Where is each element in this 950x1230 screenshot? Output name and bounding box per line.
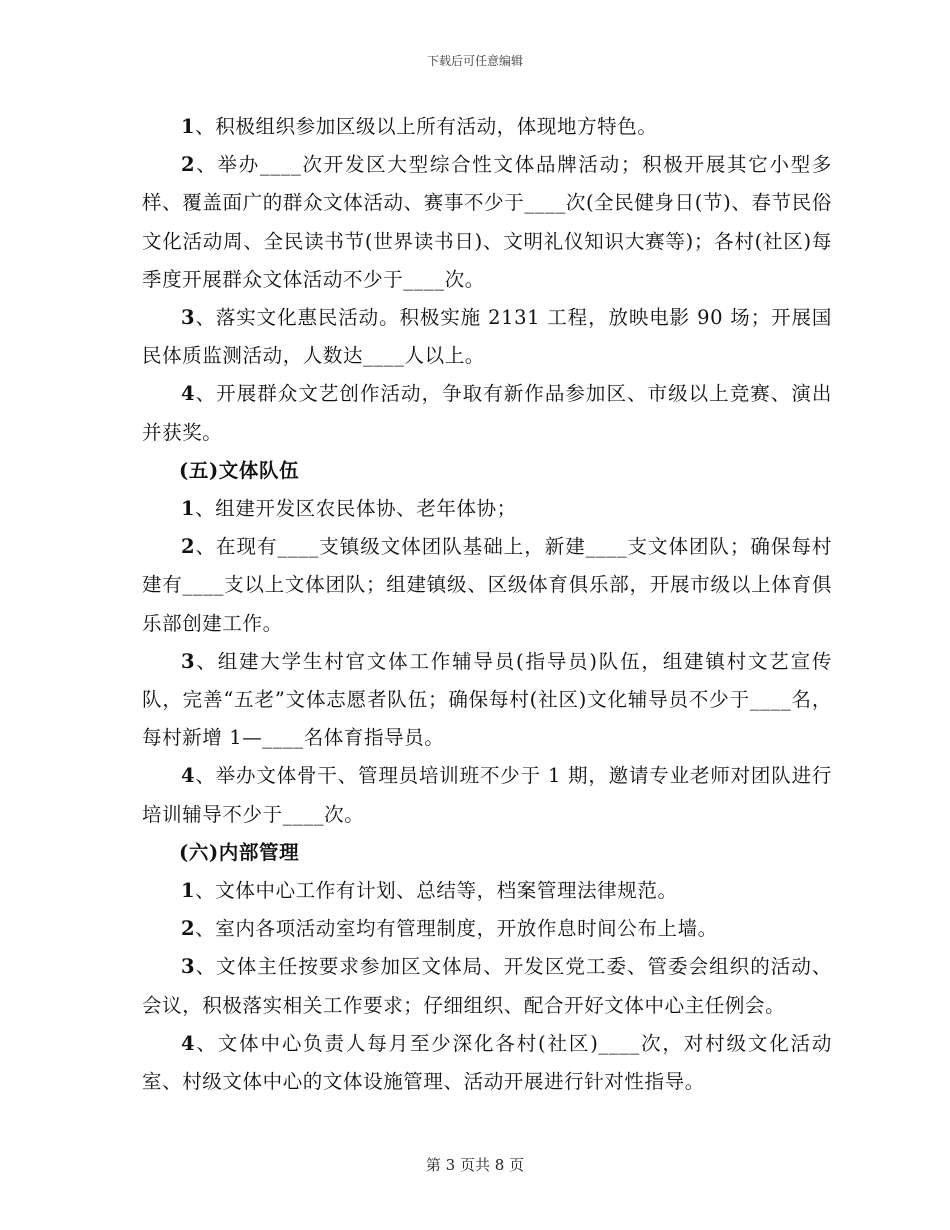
document-body (142, 108, 832, 1101)
paragraph-6-3 (142, 948, 832, 1024)
paragraph-3 (142, 299, 832, 375)
paragraph-5-1 (142, 490, 832, 528)
item-number: 4 (181, 382, 196, 406)
paragraph-5-2 (142, 528, 832, 643)
paragraph-5-3 (142, 643, 832, 758)
item-number: 2 (181, 153, 196, 177)
item-number: 4 (181, 764, 196, 788)
paragraph-4 (142, 375, 832, 451)
item-number: 2 (181, 917, 196, 941)
section-heading-5: (五)文体队伍 (179, 458, 300, 482)
paragraph-text: 、文体主任按要求参加区文体局、开发区党工委、管委会组织的活动、会议，积极落实相关工作要求；仔细组织、配合开好文体中心主任例会。 (142, 955, 832, 1017)
paragraph-text: 、文体中心工作有计划、总结等，档案管理法律规范。 (195, 879, 678, 903)
paragraph-6-2 (142, 910, 832, 948)
paragraph-text: 、在现有____支镇级文体团队基础上，新建____支文体团队；确保每村建有____支以上文体团队；组建镇级、区级体育俱乐部，开展市级以上体育俱乐部创建工作。 (142, 535, 832, 635)
item-number: 2 (181, 535, 196, 559)
item-number: 3 (181, 955, 196, 979)
item-number: 1 (181, 879, 196, 903)
paragraph-text: 、举办____次开发区大型综合性文体品牌活动；积极开展其它小型多样、覆盖面广的群众文体活动、赛事不少于____次(全民健身日(节)、春节民俗文化活动周、全民读书节(世界读书日)、文明礼仪知识大赛等)；各村(社区)每季度开展群众文体活动不少于____次。 (142, 153, 832, 291)
paragraph-2 (142, 146, 832, 299)
page-footer: 第 3 页共 8 页 (425, 1156, 525, 1174)
paragraph-text: 、组建大学生村官文体工作辅导员(指导员)队伍，组建镇村文艺宣传队，完善“五老”文体志愿者队伍；确保每村(社区)文化辅导员不少于____名，每村新增 1—____名体育指导员。 (142, 649, 832, 750)
section-heading-6: (六)内部管理 (179, 840, 300, 864)
paragraph-6-1 (142, 872, 832, 910)
item-number: 1 (181, 497, 196, 521)
item-number: 1 (181, 115, 196, 138)
paragraph-text: 、落实文化惠民活动。积极实施 2131 工程，放映电影 90 场；开展国民体质监测活动，人数达____人以上。 (142, 306, 832, 368)
paragraph-text: 、组建开发区农民体协、老年体协； (195, 497, 517, 521)
paragraph-text: 、开展群众文艺创作活动，争取有新作品参加区、市级以上竞赛、演出并获奖。 (142, 382, 832, 444)
paragraph-text: 、文体中心负责人每月至少深化各村(社区)____次，对村级文化活动室、村级文体中心的文体设施管理、活动开展进行针对性指导。 (142, 1031, 832, 1094)
paragraph-1 (142, 108, 832, 146)
item-number: 4 (181, 1031, 196, 1055)
item-number: 3 (181, 306, 196, 330)
page-header: 下载后可任意编辑 (426, 54, 523, 68)
paragraph-text: 、举办文体骨干、管理员培训班不少于 1 期，邀请专业老师对团队进行培训辅导不少于____次。 (142, 764, 832, 826)
paragraph-6-4 (142, 1025, 832, 1101)
item-number: 3 (181, 649, 196, 673)
paragraph-text: 、积极组织参加区级以上所有活动，体现地方特色。 (195, 115, 658, 138)
paragraph-5-4 (142, 757, 832, 833)
paragraph-text: 、室内各项活动室均有管理制度，开放作息时间公布上墙。 (195, 917, 718, 941)
